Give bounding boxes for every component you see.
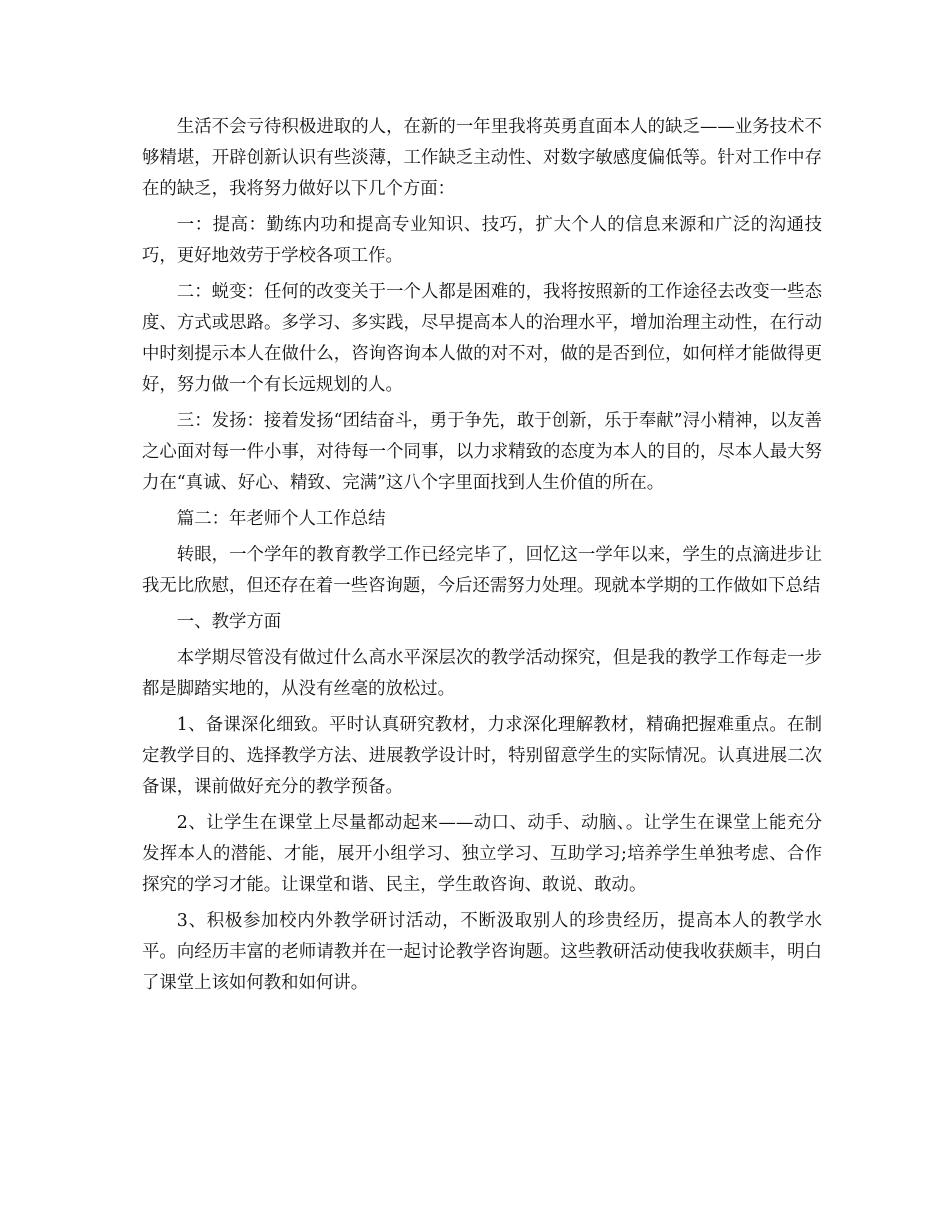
paragraph: 二：蜕变：任何的改变关于一个人都是困难的，我将按照新的工作途径去改变一些态度、方式或思路。多学习、多实践，尽早提高本人的治理水平，增加治理主动性，在行动中时刻提示本人在做什么，咨询咨询本人做的对不对，做的是否到位，如何样才能做得更好，努力做一个有长远规划的人。 xyxy=(142,282,822,395)
paragraph: 2、让学生在课堂上尽量都动起来——动口、动手、动脑、。让学生在课堂上能充分发挥本人的潜能、才能，展开小组学习、独立学习、互助学习;培养学生单独考虑、合作探究的学习才能。让课堂和谐、民主，学生敢咨询、敢说、敢动。 xyxy=(142,813,822,895)
section-heading: 篇二：年老师个人工作总结 xyxy=(176,509,386,529)
paragraph: 一：提高：勤练内功和提高专业知识、技巧，扩大个人的信息来源和广泛的沟通技巧，更好地效劳于学校各项工作。 xyxy=(142,215,822,266)
paragraph: 本学期尽管没有做过什么高水平深层次的教学活动探究，但是我的教学工作每走一步都是脚踏实地的，从没有丝毫的放松过。 xyxy=(142,648,822,699)
paragraph: 1、备课深化细致。平时认真研究教材，力求深化理解教材，精确把握难重点。在制定教学目的、选择教学方法、进展教学设计时，特别留意学生的实际情况。认真进展二次备课，课前做好充分的教学预备。 xyxy=(142,715,822,797)
paragraph: 转眼，一个学年的教育教学工作已经完毕了，回忆这一学年以来，学生的点滴进步让我无比欣慰，但还存在着一些咨询题，今后还需努力处理。现就本学期的工作做如下总结 xyxy=(142,545,822,596)
paragraph: 三：发扬：接着发扬“团结奋斗，勇于争先，敢于创新，乐于奉献”浔小精神，以友善之心面对每一件小事，对待每一个同事，以力求精致的态度为本人的目的，尽本人最大努力在“真诚、好心、精致、完满”这八个字里面找到人生价值的所在。 xyxy=(142,411,822,493)
paragraph: 生活不会亏待积极进取的人，在新的一年里我将英勇直面本人的缺乏——业务技术不够精堪，开辟创新认识有些淡薄，工作缺乏主动性、对数字敏感度偏低等。针对工作中存在的缺乏，我将努力做好以下几个方面： xyxy=(142,117,822,199)
document-body xyxy=(142,112,822,1004)
paragraph: 3、积极参加校内外教学研讨活动，不断汲取别人的珍贵经历，提高本人的教学水平。向经历丰富的老师请教并在一起讨论教学咨询题。这些教研活动使我收获颇丰，明白了课堂上该如何教和如何讲。 xyxy=(142,911,822,993)
section-heading: 一、教学方面 xyxy=(176,612,282,632)
